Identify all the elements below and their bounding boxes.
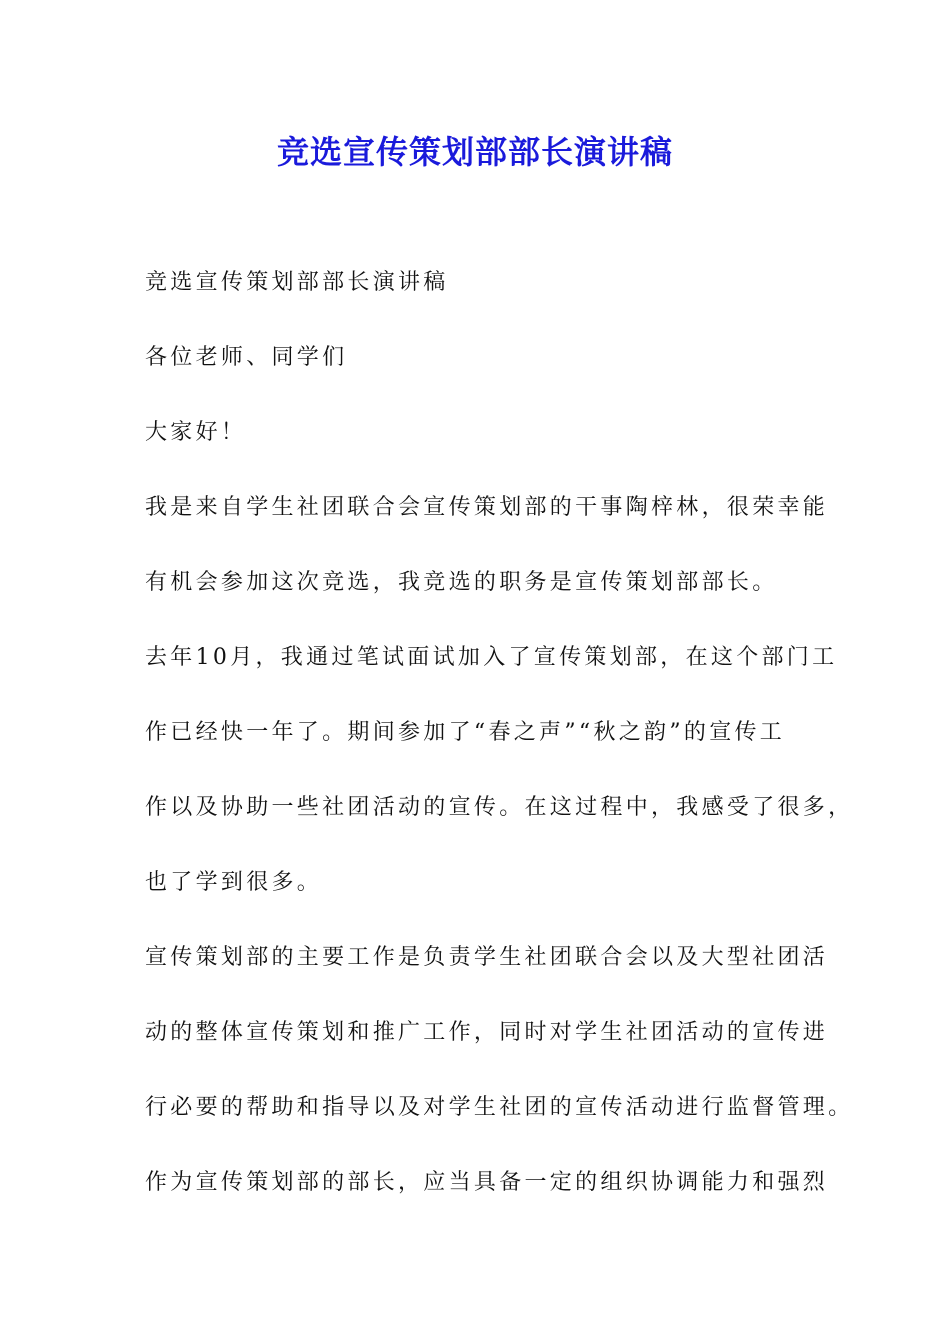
paragraph-line: 我是来自学生社团联合会宣传策划部的干事陶梓林，很荣幸能: [145, 495, 829, 520]
paragraph-line: 作以及协助一些社团活动的宣传。在这过程中，我感受了很多，: [145, 795, 854, 820]
paragraph-line-subtitle: 竞选宣传策划部部长演讲稿: [145, 270, 449, 295]
paragraph-line: 也了学到很多。: [145, 870, 323, 895]
paragraph-line: 行必要的帮助和指导以及对学生社团的宣传活动进行监督管理。: [145, 1095, 854, 1120]
paragraph-line-greeting: 大家好！: [145, 420, 247, 445]
paragraph-line-salutation: 各位老师、同学们: [145, 345, 348, 370]
paragraph-line: 去年10月，我通过笔试面试加入了宣传策划部，在这个部门工: [145, 645, 838, 670]
paragraph-line: 作已经快一年了。期间参加了“春之声”“秋之韵”的宣传工: [145, 720, 786, 745]
paragraph-line: 有机会参加这次竞选，我竞选的职务是宣传策划部部长。: [145, 570, 778, 595]
paragraph-line: 动的整体宣传策划和推广工作，同时对学生社团活动的宣传进: [145, 1020, 829, 1045]
paragraph-line: 宣传策划部的主要工作是负责学生社团联合会以及大型社团活: [145, 945, 829, 970]
document-title: 竞选宣传策划部部长演讲稿: [276, 133, 673, 171]
paragraph-line: 作为宣传策划部的部长，应当具备一定的组织协调能力和强烈: [145, 1170, 829, 1195]
